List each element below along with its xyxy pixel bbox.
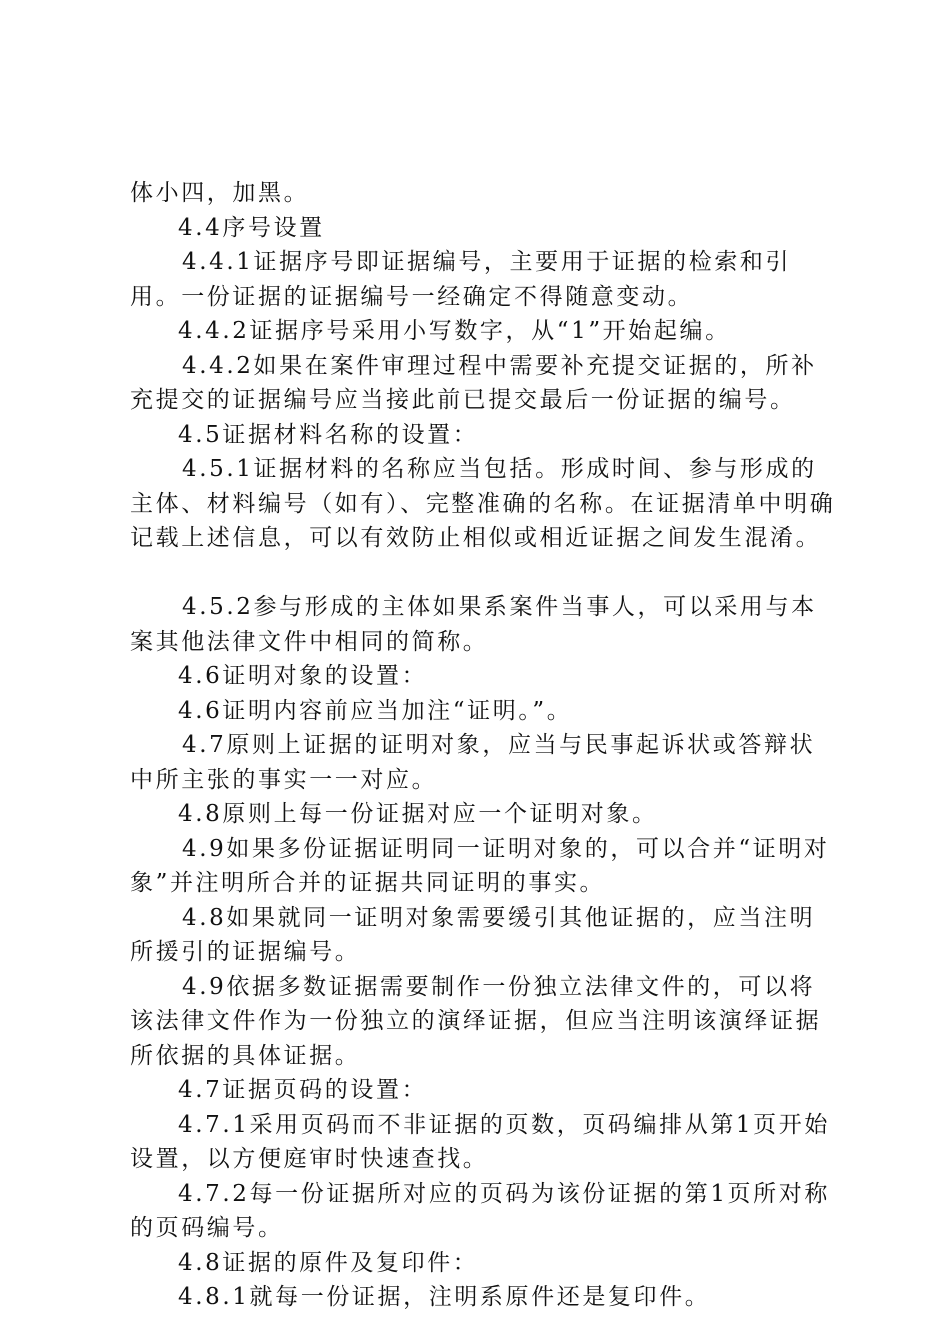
paragraph: 4.7.1采用页码而不非证据的页数，页码编排从第1页开始设置，以方便庭审时快速查找。 [130,1111,830,1172]
section-heading: 4.8证据的原件及复印件： [178,1249,479,1276]
paragraph: 4.6证明内容前应当加注“证明。”。 [178,697,573,724]
paragraph: 4.7.2每一份证据所对应的页码为该份证据的第1页所对称的页码编号。 [130,1180,830,1241]
paragraph: 4.9如果多份证据证明同一证明对象的，可以合并“证明对象”并注明所合并的证据共同证明的事实。 [130,835,830,896]
paragraph: 4.7原则上证据的证明对象，应当与民事起诉状或答辩状中所主张的事实一一对应。 [130,732,816,793]
paragraph: 4.8.1就每一份证据，注明系原件还是复印件。 [178,1284,711,1310]
document-body [130,176,840,1315]
blank-line [130,556,840,591]
paragraph: 体小四，加黑。 [130,180,310,206]
section-heading: 4.7证据页码的设置： [178,1077,428,1103]
section-heading: 4.6证明对象的设置： [178,663,428,689]
paragraph: 4.4.2如果在案件审理过程中需要补充提交证据的，所补充提交的证据编号应当接此前已提交最后一份证据的编号。 [130,352,817,413]
paragraph: 4.9依据多数证据需要制作一份独立法律文件的，可以将该法律文件作为一份独立的演绎证据，但应当注明该演绎证据所依据的具体证据。 [130,973,822,1069]
paragraph: 4.5.2参与形成的主体如果系案件当事人，可以采用与本案其他法律文件中相同的简称。 [130,594,817,655]
paragraph: 4.4.1证据序号即证据编号，主要用于证据的检索和引用。一份证据的证据编号一经确定不得随意变动。 [130,249,792,310]
paragraph: 4.8如果就同一证明对象需要缓引其他证据的，应当注明所援引的证据编号。 [130,904,816,965]
paragraph: 4.8原则上每一份证据对应一个证明对象。 [178,801,658,827]
section-heading: 4.5证据材料名称的设置： [178,421,479,448]
paragraph: 4.5.1证据材料的名称应当包括。形成时间、参与形成的主体、材料编号（如有）、完整准确的名称。在证据清单中明确记载上述信息，可以有效防止相似或相近证据之间发生混淆。 [130,456,836,551]
paragraph: 4.4.2证据序号采用小写数字，从“1”开始起编。 [178,318,731,344]
section-heading: 4.4序号设置 [178,214,325,241]
